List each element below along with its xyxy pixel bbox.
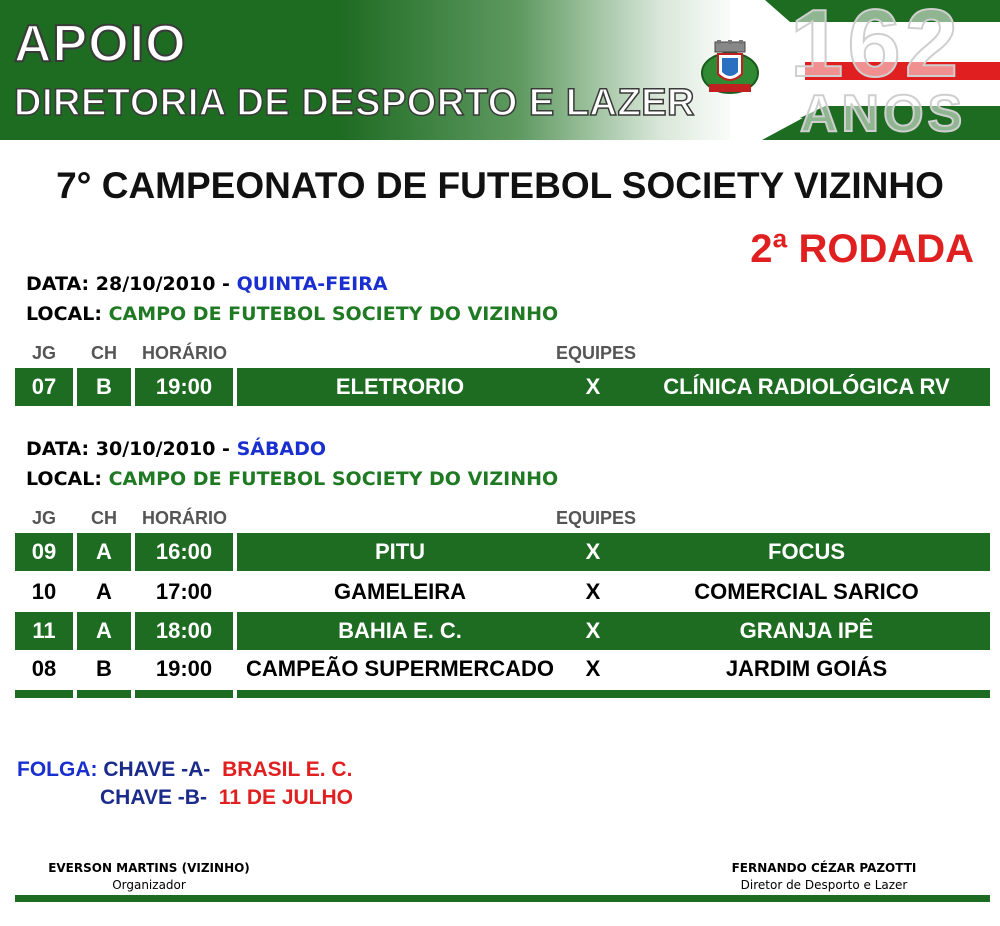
folga-team-b: 11 DE JULHO <box>218 786 354 809</box>
match-ch: A <box>77 533 131 571</box>
team-home: BAHIA E. C. <box>338 618 462 643</box>
signature-organizer-name: EVERSON MARTINS (VIZINHO) <box>48 861 250 875</box>
column-header-equipes: EQUIPES <box>556 508 637 528</box>
signature-director-role: Diretor de Desporto e Lazer <box>740 878 908 892</box>
versus: X <box>585 539 601 564</box>
team-away: CLÍNICA RADIOLÓGICA RV <box>663 374 950 399</box>
match-teams <box>237 612 990 650</box>
signature-director-name: FERNANDO CÉZAR PAZOTTI <box>731 861 917 875</box>
weekday: QUINTA-FEIRA <box>236 273 388 295</box>
team-home: ELETRORIO <box>335 374 465 399</box>
folga-chave-a: CHAVE -A- <box>103 758 211 781</box>
match-jg: 10 <box>15 573 73 611</box>
signature-organizer-role: Organizador <box>112 878 186 892</box>
match-teams <box>237 650 990 688</box>
footer-line <box>15 895 990 902</box>
match-jg: 07 <box>15 368 73 406</box>
folga-line-b <box>100 785 353 811</box>
match-ch: A <box>77 612 131 650</box>
local-label: LOCAL: <box>26 468 102 490</box>
header-diretoria: DIRETORIA DE DESPORTO E LAZER <box>14 82 695 124</box>
date-label: DATA: <box>26 438 90 460</box>
team-away: GRANJA IPÊ <box>739 618 874 643</box>
folga-team-a: BRASIL E. C. <box>222 758 353 781</box>
versus: X <box>585 579 601 604</box>
column-header-ch: CH <box>91 508 117 528</box>
date-value: 28/10/2010 <box>95 273 216 295</box>
match-jg: 08 <box>15 650 73 688</box>
column-header-jg: JG <box>32 508 57 528</box>
section1-local-line <box>26 302 558 326</box>
team-home: GAMELEIRA <box>334 579 466 604</box>
anniversary-number: 162 <box>790 0 963 97</box>
team-home: PITU <box>374 539 426 564</box>
header-apoio: APOIO <box>14 15 187 73</box>
match-row <box>15 533 990 571</box>
local-value: CAMPO DE FUTEBOL SOCIETY DO VIZINHO <box>108 468 559 490</box>
page-title: 7° CAMPEONATO DE FUTEBOL SOCIETY VIZINHO <box>56 165 944 206</box>
match-jg: 09 <box>15 533 73 571</box>
match-jg: 11 <box>15 612 73 650</box>
column-header-ch: CH <box>91 343 117 363</box>
team-home: CAMPEÃO SUPERMERCADO <box>245 656 555 681</box>
match-time: 18:00 <box>135 612 233 650</box>
match-time: 19:00 <box>135 650 233 688</box>
match-teams <box>237 533 990 571</box>
date-value: 30/10/2010 <box>95 438 216 460</box>
match-ch: B <box>77 368 131 406</box>
column-header-horario: HORÁRIO <box>142 508 227 528</box>
match-row <box>15 573 990 611</box>
versus: X <box>585 374 601 399</box>
weekday: SÁBADO <box>236 438 327 460</box>
match-row <box>15 612 990 650</box>
local-label: LOCAL: <box>26 303 102 325</box>
team-away: FOCUS <box>768 539 845 564</box>
round-label: 2ª RODADA <box>750 227 974 271</box>
team-away: JARDIM GOIÁS <box>725 656 888 681</box>
match-teams <box>237 573 990 611</box>
date-separator: - <box>222 438 230 460</box>
versus: X <box>585 618 601 643</box>
column-header-horario: HORÁRIO <box>142 343 227 363</box>
match-time: 16:00 <box>135 533 233 571</box>
match-time: 19:00 <box>135 368 233 406</box>
header-banner <box>0 0 1000 140</box>
date-label: DATA: <box>26 273 90 295</box>
section2-date-line <box>26 437 326 461</box>
anniversary-word: ANOS <box>800 85 967 140</box>
table-end-bar <box>15 690 990 698</box>
match-time: 17:00 <box>135 573 233 611</box>
match-row <box>15 368 990 406</box>
column-header-jg: JG <box>32 343 57 363</box>
match-teams <box>237 368 990 406</box>
column-header-equipes: EQUIPES <box>556 343 637 363</box>
match-ch: A <box>77 573 131 611</box>
section1-date-line <box>26 272 388 296</box>
municipal-coat-of-arms-icon <box>695 40 765 100</box>
date-separator: - <box>222 273 230 295</box>
match-ch: B <box>77 650 131 688</box>
local-value: CAMPO DE FUTEBOL SOCIETY DO VIZINHO <box>108 303 559 325</box>
folga-chave-b: CHAVE -B- <box>100 786 207 809</box>
team-away: COMERCIAL SARICO <box>694 579 919 604</box>
folga-line-a <box>17 757 352 783</box>
versus: X <box>585 656 601 681</box>
match-row <box>15 650 990 688</box>
folga-label: FOLGA: <box>17 758 98 781</box>
section2-local-line <box>26 467 558 491</box>
